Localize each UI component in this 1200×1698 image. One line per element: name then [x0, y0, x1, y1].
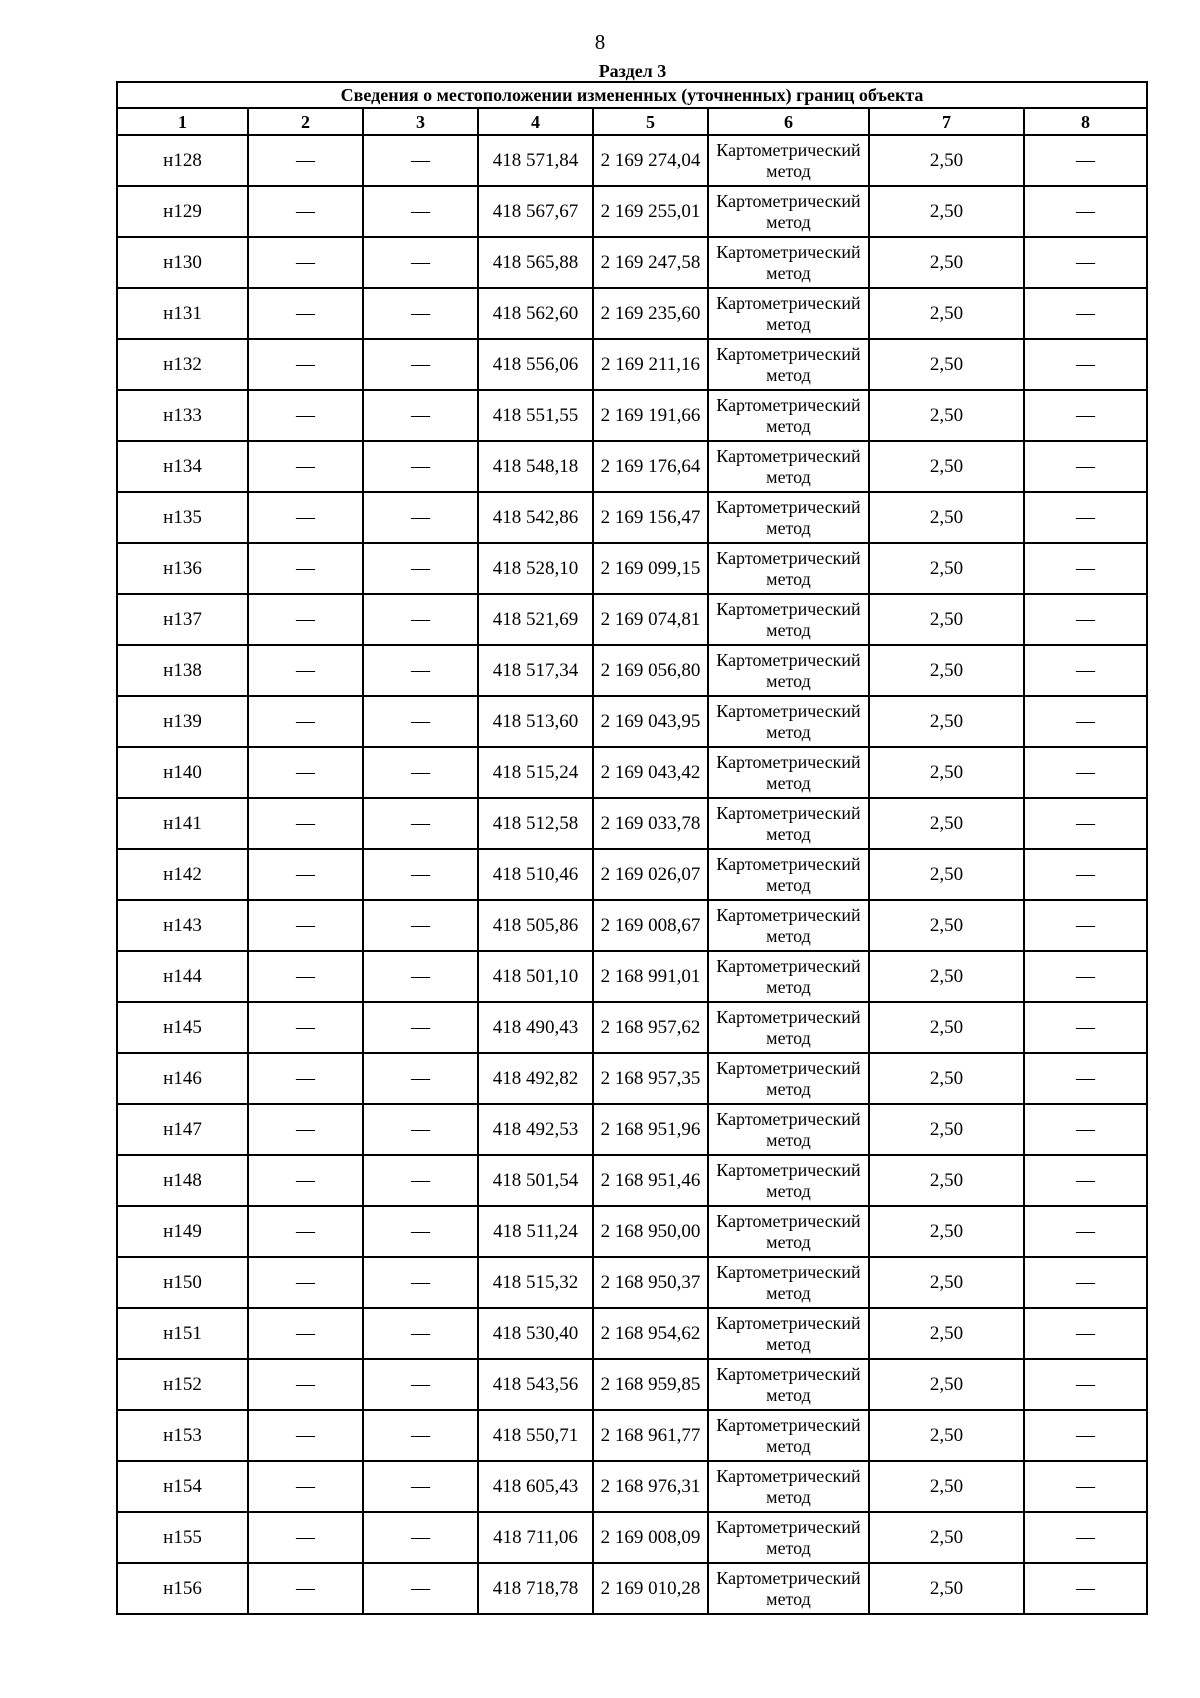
y-coordinate-cell: 2 168 951,96 [593, 1104, 708, 1155]
empty-cell: — [1024, 747, 1147, 798]
table-caption: Сведения о местоположении измененных (уточненных) границ объекта [117, 82, 1147, 108]
empty-cell: — [248, 339, 363, 390]
y-coordinate-cell: 2 169 156,47 [593, 492, 708, 543]
method-cell: Картометрический метод [708, 1563, 869, 1614]
empty-cell: — [363, 237, 478, 288]
empty-cell: — [363, 1053, 478, 1104]
method-cell: Картометрический метод [708, 441, 869, 492]
point-name-cell: н136 [117, 543, 248, 594]
method-cell: Картометрический метод [708, 339, 869, 390]
empty-cell: — [1024, 288, 1147, 339]
y-coordinate-cell: 2 168 957,62 [593, 1002, 708, 1053]
empty-cell: — [1024, 492, 1147, 543]
empty-cell: — [363, 390, 478, 441]
table-row [117, 1053, 1147, 1104]
empty-cell: — [248, 594, 363, 645]
empty-cell: — [248, 492, 363, 543]
table-row [117, 951, 1147, 1002]
x-coordinate-cell: 418 542,86 [478, 492, 593, 543]
column-number: 3 [363, 108, 478, 135]
y-coordinate-cell: 2 169 211,16 [593, 339, 708, 390]
empty-cell: — [248, 135, 363, 186]
empty-cell: — [1024, 186, 1147, 237]
empty-cell: — [248, 798, 363, 849]
table-row [117, 1308, 1147, 1359]
empty-cell: — [363, 645, 478, 696]
table-row [117, 1104, 1147, 1155]
accuracy-cell: 2,50 [869, 441, 1024, 492]
x-coordinate-cell: 418 548,18 [478, 441, 593, 492]
accuracy-cell: 2,50 [869, 1155, 1024, 1206]
empty-cell: — [363, 339, 478, 390]
method-cell: Картометрический метод [708, 696, 869, 747]
y-coordinate-cell: 2 169 255,01 [593, 186, 708, 237]
empty-cell: — [1024, 1257, 1147, 1308]
method-cell: Картометрический метод [708, 798, 869, 849]
empty-cell: — [1024, 1053, 1147, 1104]
point-name-cell: н146 [117, 1053, 248, 1104]
x-coordinate-cell: 418 718,78 [478, 1563, 593, 1614]
empty-cell: — [248, 1563, 363, 1614]
method-cell: Картометрический метод [708, 1512, 869, 1563]
empty-cell: — [363, 288, 478, 339]
y-coordinate-cell: 2 169 191,66 [593, 390, 708, 441]
point-name-cell: н143 [117, 900, 248, 951]
empty-cell: — [1024, 237, 1147, 288]
column-number: 4 [478, 108, 593, 135]
x-coordinate-cell: 418 515,32 [478, 1257, 593, 1308]
table-row [117, 288, 1147, 339]
empty-cell: — [363, 1461, 478, 1512]
y-coordinate-cell: 2 168 951,46 [593, 1155, 708, 1206]
point-name-cell: н154 [117, 1461, 248, 1512]
point-name-cell: н135 [117, 492, 248, 543]
x-coordinate-cell: 418 528,10 [478, 543, 593, 594]
point-name-cell: н144 [117, 951, 248, 1002]
empty-cell: — [248, 1512, 363, 1563]
empty-cell: — [248, 1410, 363, 1461]
table-row [117, 339, 1147, 390]
y-coordinate-cell: 2 168 959,85 [593, 1359, 708, 1410]
method-cell: Картометрический метод [708, 594, 869, 645]
table-row [117, 135, 1147, 186]
empty-cell: — [1024, 1308, 1147, 1359]
point-name-cell: н128 [117, 135, 248, 186]
method-cell: Картометрический метод [708, 1002, 869, 1053]
empty-cell: — [363, 594, 478, 645]
x-coordinate-cell: 418 510,46 [478, 849, 593, 900]
accuracy-cell: 2,50 [869, 1053, 1024, 1104]
point-name-cell: н138 [117, 645, 248, 696]
method-cell: Картометрический метод [708, 645, 869, 696]
accuracy-cell: 2,50 [869, 492, 1024, 543]
x-coordinate-cell: 418 521,69 [478, 594, 593, 645]
y-coordinate-cell: 2 169 033,78 [593, 798, 708, 849]
method-cell: Картометрический метод [708, 1410, 869, 1461]
empty-cell: — [248, 1359, 363, 1410]
empty-cell: — [248, 696, 363, 747]
column-number: 5 [593, 108, 708, 135]
x-coordinate-cell: 418 711,06 [478, 1512, 593, 1563]
x-coordinate-cell: 418 490,43 [478, 1002, 593, 1053]
accuracy-cell: 2,50 [869, 747, 1024, 798]
x-coordinate-cell: 418 571,84 [478, 135, 593, 186]
accuracy-cell: 2,50 [869, 1002, 1024, 1053]
point-name-cell: н132 [117, 339, 248, 390]
empty-cell: — [1024, 1461, 1147, 1512]
empty-cell: — [248, 849, 363, 900]
accuracy-cell: 2,50 [869, 696, 1024, 747]
empty-cell: — [363, 543, 478, 594]
empty-cell: — [248, 951, 363, 1002]
boundary-coordinates-table [116, 81, 1148, 1615]
empty-cell: — [1024, 798, 1147, 849]
accuracy-cell: 2,50 [869, 288, 1024, 339]
point-name-cell: н129 [117, 186, 248, 237]
empty-cell: — [1024, 390, 1147, 441]
x-coordinate-cell: 418 567,67 [478, 186, 593, 237]
y-coordinate-cell: 2 169 043,95 [593, 696, 708, 747]
empty-cell: — [363, 1512, 478, 1563]
x-coordinate-cell: 418 543,56 [478, 1359, 593, 1410]
x-coordinate-cell: 418 565,88 [478, 237, 593, 288]
method-cell: Картометрический метод [708, 1308, 869, 1359]
accuracy-cell: 2,50 [869, 1359, 1024, 1410]
accuracy-cell: 2,50 [869, 645, 1024, 696]
point-name-cell: н134 [117, 441, 248, 492]
table-row [117, 1512, 1147, 1563]
column-number-row [117, 108, 1147, 135]
empty-cell: — [363, 1359, 478, 1410]
column-number: 1 [117, 108, 248, 135]
method-cell: Картометрический метод [708, 1206, 869, 1257]
point-name-cell: н142 [117, 849, 248, 900]
x-coordinate-cell: 418 515,24 [478, 747, 593, 798]
column-number: 7 [869, 108, 1024, 135]
x-coordinate-cell: 418 556,06 [478, 339, 593, 390]
point-name-cell: н156 [117, 1563, 248, 1614]
accuracy-cell: 2,50 [869, 849, 1024, 900]
empty-cell: — [363, 441, 478, 492]
accuracy-cell: 2,50 [869, 900, 1024, 951]
point-name-cell: н153 [117, 1410, 248, 1461]
empty-cell: — [1024, 135, 1147, 186]
empty-cell: — [248, 1206, 363, 1257]
empty-cell: — [248, 1155, 363, 1206]
method-cell: Картометрический метод [708, 288, 869, 339]
empty-cell: — [248, 1308, 363, 1359]
table-row [117, 543, 1147, 594]
empty-cell: — [1024, 1002, 1147, 1053]
table-row [117, 849, 1147, 900]
y-coordinate-cell: 2 168 954,62 [593, 1308, 708, 1359]
accuracy-cell: 2,50 [869, 1410, 1024, 1461]
table-row [117, 390, 1147, 441]
y-coordinate-cell: 2 169 176,64 [593, 441, 708, 492]
x-coordinate-cell: 418 562,60 [478, 288, 593, 339]
table-row [117, 1002, 1147, 1053]
table-row [117, 441, 1147, 492]
x-coordinate-cell: 418 501,54 [478, 1155, 593, 1206]
y-coordinate-cell: 2 169 247,58 [593, 237, 708, 288]
table-row [117, 645, 1147, 696]
accuracy-cell: 2,50 [869, 1563, 1024, 1614]
table-row [117, 186, 1147, 237]
empty-cell: — [1024, 900, 1147, 951]
x-coordinate-cell: 418 605,43 [478, 1461, 593, 1512]
y-coordinate-cell: 2 168 950,37 [593, 1257, 708, 1308]
empty-cell: — [363, 492, 478, 543]
accuracy-cell: 2,50 [869, 594, 1024, 645]
empty-cell: — [363, 135, 478, 186]
empty-cell: — [363, 186, 478, 237]
x-coordinate-cell: 418 513,60 [478, 696, 593, 747]
x-coordinate-cell: 418 512,58 [478, 798, 593, 849]
method-cell: Картометрический метод [708, 1104, 869, 1155]
empty-cell: — [248, 237, 363, 288]
table-row [117, 1155, 1147, 1206]
accuracy-cell: 2,50 [869, 951, 1024, 1002]
empty-cell: — [248, 747, 363, 798]
point-name-cell: н155 [117, 1512, 248, 1563]
accuracy-cell: 2,50 [869, 339, 1024, 390]
empty-cell: — [248, 186, 363, 237]
method-cell: Картометрический метод [708, 849, 869, 900]
x-coordinate-cell: 418 550,71 [478, 1410, 593, 1461]
y-coordinate-cell: 2 169 026,07 [593, 849, 708, 900]
empty-cell: — [1024, 645, 1147, 696]
y-coordinate-cell: 2 169 274,04 [593, 135, 708, 186]
empty-cell: — [1024, 543, 1147, 594]
point-name-cell: н131 [117, 288, 248, 339]
accuracy-cell: 2,50 [869, 1512, 1024, 1563]
empty-cell: — [1024, 441, 1147, 492]
y-coordinate-cell: 2 168 991,01 [593, 951, 708, 1002]
point-name-cell: н149 [117, 1206, 248, 1257]
empty-cell: — [248, 1461, 363, 1512]
empty-cell: — [248, 1002, 363, 1053]
empty-cell: — [248, 645, 363, 696]
y-coordinate-cell: 2 169 056,80 [593, 645, 708, 696]
empty-cell: — [1024, 339, 1147, 390]
accuracy-cell: 2,50 [869, 390, 1024, 441]
point-name-cell: н152 [117, 1359, 248, 1410]
empty-cell: — [1024, 849, 1147, 900]
table-row [117, 1359, 1147, 1410]
empty-cell: — [248, 441, 363, 492]
method-cell: Картометрический метод [708, 951, 869, 1002]
accuracy-cell: 2,50 [869, 1257, 1024, 1308]
point-name-cell: н151 [117, 1308, 248, 1359]
table-row [117, 1206, 1147, 1257]
empty-cell: — [248, 1053, 363, 1104]
empty-cell: — [248, 1257, 363, 1308]
table-row [117, 747, 1147, 798]
y-coordinate-cell: 2 169 099,15 [593, 543, 708, 594]
x-coordinate-cell: 418 492,82 [478, 1053, 593, 1104]
table-row [117, 594, 1147, 645]
method-cell: Картометрический метод [708, 747, 869, 798]
y-coordinate-cell: 2 168 957,35 [593, 1053, 708, 1104]
page-number: 8 [594, 30, 606, 54]
x-coordinate-cell: 418 517,34 [478, 645, 593, 696]
column-number: 6 [708, 108, 869, 135]
empty-cell: — [1024, 1512, 1147, 1563]
method-cell: Картометрический метод [708, 900, 869, 951]
empty-cell: — [363, 1563, 478, 1614]
empty-cell: — [363, 1206, 478, 1257]
table-row [117, 1410, 1147, 1461]
empty-cell: — [248, 288, 363, 339]
empty-cell: — [363, 951, 478, 1002]
empty-cell: — [363, 747, 478, 798]
accuracy-cell: 2,50 [869, 798, 1024, 849]
point-name-cell: н148 [117, 1155, 248, 1206]
method-cell: Картометрический метод [708, 237, 869, 288]
empty-cell: — [363, 1257, 478, 1308]
accuracy-cell: 2,50 [869, 186, 1024, 237]
empty-cell: — [1024, 951, 1147, 1002]
method-cell: Картометрический метод [708, 135, 869, 186]
accuracy-cell: 2,50 [869, 1104, 1024, 1155]
method-cell: Картометрический метод [708, 1257, 869, 1308]
y-coordinate-cell: 2 169 008,67 [593, 900, 708, 951]
table-row [117, 900, 1147, 951]
empty-cell: — [1024, 1155, 1147, 1206]
empty-cell: — [363, 696, 478, 747]
empty-cell: — [1024, 1206, 1147, 1257]
table-row [117, 1461, 1147, 1512]
table-row [117, 696, 1147, 747]
empty-cell: — [363, 1155, 478, 1206]
method-cell: Картометрический метод [708, 390, 869, 441]
x-coordinate-cell: 418 501,10 [478, 951, 593, 1002]
empty-cell: — [1024, 594, 1147, 645]
y-coordinate-cell: 2 169 043,42 [593, 747, 708, 798]
method-cell: Картометрический метод [708, 1053, 869, 1104]
section-title: Раздел 3 [598, 61, 667, 81]
accuracy-cell: 2,50 [869, 543, 1024, 594]
empty-cell: — [363, 1002, 478, 1053]
x-coordinate-cell: 418 505,86 [478, 900, 593, 951]
y-coordinate-cell: 2 169 074,81 [593, 594, 708, 645]
empty-cell: — [248, 1104, 363, 1155]
empty-cell: — [1024, 1410, 1147, 1461]
method-cell: Картометрический метод [708, 492, 869, 543]
empty-cell: — [363, 849, 478, 900]
empty-cell: — [363, 1308, 478, 1359]
method-cell: Картометрический метод [708, 1359, 869, 1410]
y-coordinate-cell: 2 168 976,31 [593, 1461, 708, 1512]
empty-cell: — [248, 390, 363, 441]
empty-cell: — [248, 900, 363, 951]
point-name-cell: н140 [117, 747, 248, 798]
empty-cell: — [363, 798, 478, 849]
accuracy-cell: 2,50 [869, 237, 1024, 288]
table-row [117, 798, 1147, 849]
empty-cell: — [1024, 1359, 1147, 1410]
accuracy-cell: 2,50 [869, 1308, 1024, 1359]
y-coordinate-cell: 2 169 010,28 [593, 1563, 708, 1614]
empty-cell: — [1024, 696, 1147, 747]
y-coordinate-cell: 2 168 961,77 [593, 1410, 708, 1461]
empty-cell: — [1024, 1563, 1147, 1614]
x-coordinate-cell: 418 492,53 [478, 1104, 593, 1155]
accuracy-cell: 2,50 [869, 135, 1024, 186]
point-name-cell: н137 [117, 594, 248, 645]
point-name-cell: н133 [117, 390, 248, 441]
table-body [117, 135, 1147, 1614]
table-row [117, 1257, 1147, 1308]
point-name-cell: н141 [117, 798, 248, 849]
column-number: 2 [248, 108, 363, 135]
point-name-cell: н139 [117, 696, 248, 747]
x-coordinate-cell: 418 551,55 [478, 390, 593, 441]
y-coordinate-cell: 2 169 008,09 [593, 1512, 708, 1563]
table-row [117, 492, 1147, 543]
point-name-cell: н145 [117, 1002, 248, 1053]
point-name-cell: н147 [117, 1104, 248, 1155]
method-cell: Картометрический метод [708, 1155, 869, 1206]
empty-cell: — [363, 1104, 478, 1155]
empty-cell: — [363, 900, 478, 951]
method-cell: Картометрический метод [708, 543, 869, 594]
accuracy-cell: 2,50 [869, 1206, 1024, 1257]
table-row [117, 1563, 1147, 1614]
accuracy-cell: 2,50 [869, 1461, 1024, 1512]
empty-cell: — [1024, 1104, 1147, 1155]
method-cell: Картометрический метод [708, 1461, 869, 1512]
empty-cell: — [363, 1410, 478, 1461]
table-row [117, 237, 1147, 288]
empty-cell: — [248, 543, 363, 594]
point-name-cell: н150 [117, 1257, 248, 1308]
x-coordinate-cell: 418 530,40 [478, 1308, 593, 1359]
y-coordinate-cell: 2 169 235,60 [593, 288, 708, 339]
method-cell: Картометрический метод [708, 186, 869, 237]
column-number: 8 [1024, 108, 1147, 135]
point-name-cell: н130 [117, 237, 248, 288]
x-coordinate-cell: 418 511,24 [478, 1206, 593, 1257]
y-coordinate-cell: 2 168 950,00 [593, 1206, 708, 1257]
